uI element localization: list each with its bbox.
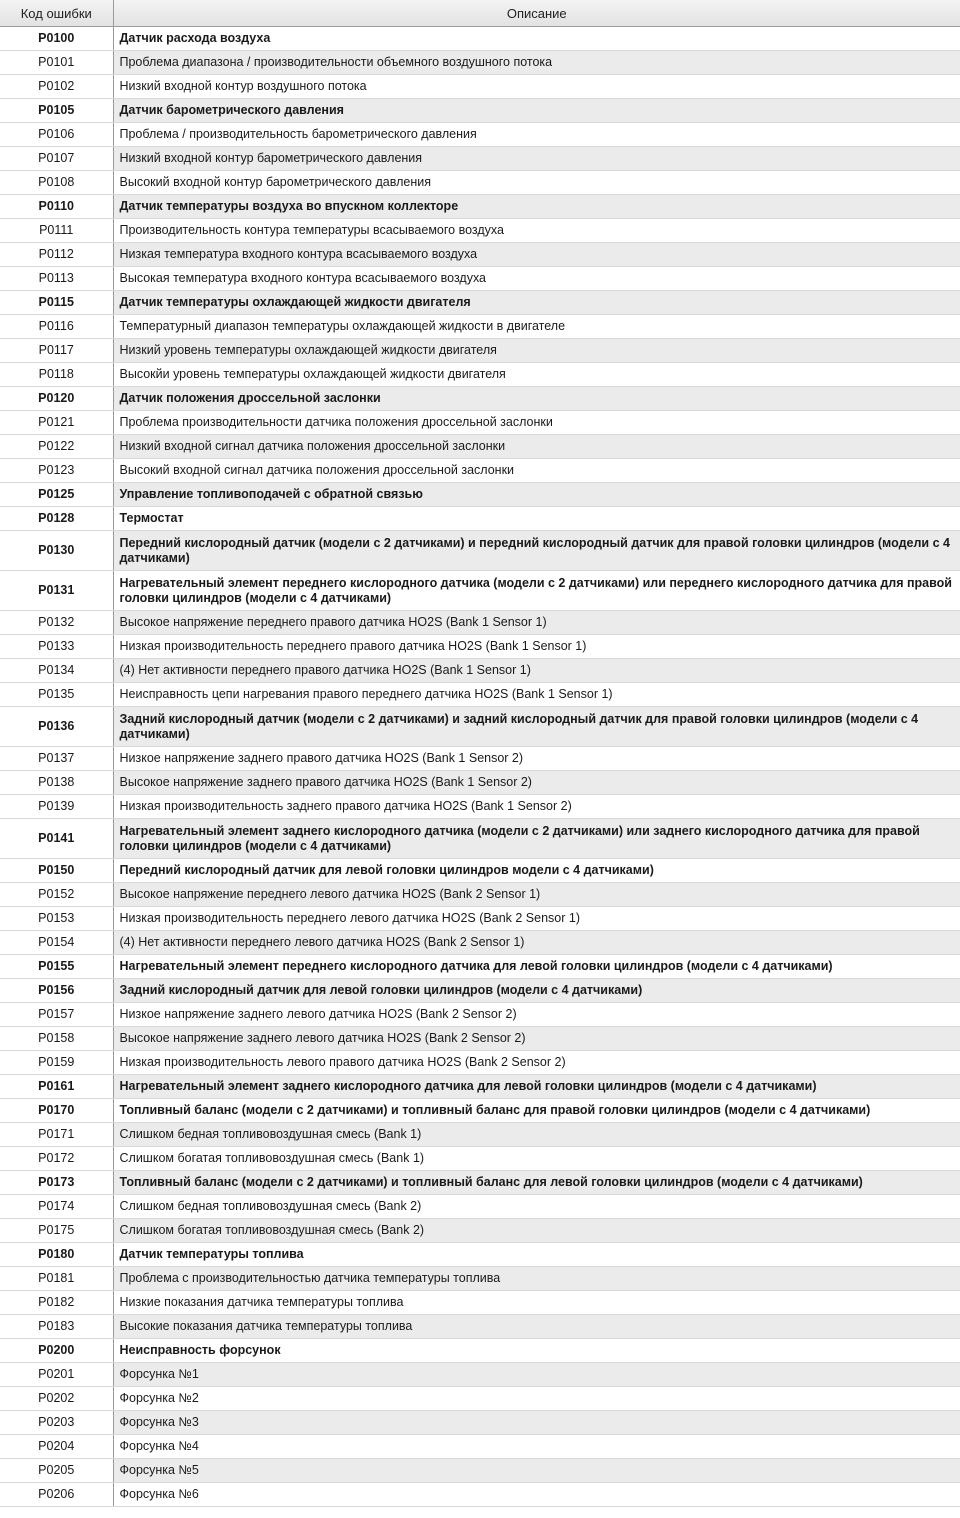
error-description-cell: Датчик положения дроссельной заслонки: [113, 387, 960, 411]
table-row: [0, 27, 960, 51]
table-row: [0, 1459, 960, 1483]
error-code-cell: P0100: [0, 27, 113, 51]
error-code-cell: P0175: [0, 1219, 113, 1243]
table-row: [0, 363, 960, 387]
column-header-description: Описание: [113, 0, 960, 27]
table-row: [0, 819, 960, 859]
table-row: [0, 483, 960, 507]
table-row: [0, 1099, 960, 1123]
table-row: [0, 1339, 960, 1363]
error-description-cell: Форсунка №2: [113, 1387, 960, 1411]
error-description-cell: Низкая температура входного контура всасываемого воздуха: [113, 243, 960, 267]
error-code-cell: P0202: [0, 1387, 113, 1411]
error-code-cell: P0141: [0, 819, 113, 859]
error-description-cell: Датчик расхода воздуха: [113, 27, 960, 51]
table-row: [0, 1003, 960, 1027]
error-code-cell: P0205: [0, 1459, 113, 1483]
error-code-cell: P0118: [0, 363, 113, 387]
error-description-cell: Высокое напряжение переднего правого датчика HO2S (Bank 1 Sensor 1): [113, 611, 960, 635]
error-description-cell: Неисправность форсунок: [113, 1339, 960, 1363]
table-row: [0, 459, 960, 483]
error-code-cell: P0137: [0, 747, 113, 771]
error-description-cell: Задний кислородный датчик для левой головки цилиндров (модели с 4 датчиками): [113, 979, 960, 1003]
table-row: [0, 571, 960, 611]
error-code-cell: P0172: [0, 1147, 113, 1171]
error-description-cell: Термостат: [113, 507, 960, 531]
error-description-cell: Высокое напряжение переднего левого датчика HO2S (Bank 2 Sensor 1): [113, 883, 960, 907]
table-row: [0, 1195, 960, 1219]
error-code-cell: P0106: [0, 123, 113, 147]
error-description-cell: Передний кислородный датчик (модели с 2 датчиками) и передний кислородный датчик для правой головки цилиндров (модели с 4 датчиками): [113, 531, 960, 571]
error-description-cell: Высокое напряжение заднего левого датчика HO2S (Bank 2 Sensor 2): [113, 1027, 960, 1051]
error-code-cell: P0170: [0, 1099, 113, 1123]
table-row: [0, 267, 960, 291]
table-body: [0, 27, 960, 1507]
table-row: [0, 315, 960, 339]
error-code-cell: P0130: [0, 531, 113, 571]
error-code-cell: P0206: [0, 1483, 113, 1507]
error-description-cell: Высокий входной контур барометрического давления: [113, 171, 960, 195]
error-code-cell: P0107: [0, 147, 113, 171]
error-code-cell: P0180: [0, 1243, 113, 1267]
table-row: [0, 171, 960, 195]
error-description-cell: Нагревательный элемент переднего кислородного датчика (модели с 2 датчиками) или переднего кислородного датчика для правой головки цилиндров (модели с 4 датчиками): [113, 571, 960, 611]
error-code-cell: P0105: [0, 99, 113, 123]
error-description-cell: Высокий входной сигнал датчика положения дроссельной заслонки: [113, 459, 960, 483]
error-code-cell: P0173: [0, 1171, 113, 1195]
error-description-cell: Низкая производительность переднего левого датчика HO2S (Bank 2 Sensor 1): [113, 907, 960, 931]
table-row: [0, 291, 960, 315]
error-code-cell: P0125: [0, 483, 113, 507]
table-row: [0, 1075, 960, 1099]
error-code-cell: P0131: [0, 571, 113, 611]
error-code-cell: P0133: [0, 635, 113, 659]
error-code-cell: P0174: [0, 1195, 113, 1219]
table-row: [0, 243, 960, 267]
table-row: [0, 507, 960, 531]
error-code-cell: P0153: [0, 907, 113, 931]
error-description-cell: Датчик температуры топлива: [113, 1243, 960, 1267]
table-row: [0, 411, 960, 435]
error-code-cell: P0128: [0, 507, 113, 531]
error-description-cell: Проблема с производительностью датчика температуры топлива: [113, 1267, 960, 1291]
error-code-cell: P0101: [0, 51, 113, 75]
error-code-cell: P0200: [0, 1339, 113, 1363]
error-code-cell: P0135: [0, 683, 113, 707]
table-row: [0, 1243, 960, 1267]
error-description-cell: Управление топливоподачей с обратной связью: [113, 483, 960, 507]
table-row: [0, 1171, 960, 1195]
error-description-cell: Низкий входной сигнал датчика положения дроссельной заслонки: [113, 435, 960, 459]
error-code-cell: P0102: [0, 75, 113, 99]
column-header-code: Код ошибки: [0, 0, 113, 27]
error-description-cell: Форсунка №6: [113, 1483, 960, 1507]
table-row: [0, 195, 960, 219]
error-code-cell: P0161: [0, 1075, 113, 1099]
error-code-cell: P0181: [0, 1267, 113, 1291]
error-description-cell: Низкая производительность переднего правого датчика HO2S (Bank 1 Sensor 1): [113, 635, 960, 659]
error-code-cell: P0203: [0, 1411, 113, 1435]
error-code-cell: P0171: [0, 1123, 113, 1147]
error-code-cell: P0158: [0, 1027, 113, 1051]
table-row: [0, 531, 960, 571]
table-header-row: [0, 0, 960, 27]
error-code-cell: P0113: [0, 267, 113, 291]
error-code-cell: P0139: [0, 795, 113, 819]
table-row: [0, 1411, 960, 1435]
table-row: [0, 883, 960, 907]
error-description-cell: Низкая производительность левого правого датчика HO2S (Bank 2 Sensor 2): [113, 1051, 960, 1075]
table-row: [0, 611, 960, 635]
table-row: [0, 907, 960, 931]
error-description-cell: Слишком богатая топливовоздушная смесь (Bank 2): [113, 1219, 960, 1243]
error-code-cell: P0117: [0, 339, 113, 363]
table-row: [0, 771, 960, 795]
error-description-cell: Слишком бедная топливовоздушная смесь (Bank 1): [113, 1123, 960, 1147]
table-row: [0, 683, 960, 707]
error-description-cell: Высокое напряжение заднего правого датчика HO2S (Bank 1 Sensor 2): [113, 771, 960, 795]
table-row: [0, 859, 960, 883]
error-description-cell: Задний кислородный датчик (модели с 2 датчиками) и задний кислородный датчик для правой головки цилиндров (модели с 4 датчиками): [113, 707, 960, 747]
error-description-cell: (4) Нет активности переднего правого датчика HO2S (Bank 1 Sensor 1): [113, 659, 960, 683]
table-row: [0, 1363, 960, 1387]
table-row: [0, 1219, 960, 1243]
error-description-cell: Нагревательный элемент переднего кислородного датчика для левой головки цилиндров (модели с 4 датчиками): [113, 955, 960, 979]
error-description-cell: Форсунка №3: [113, 1411, 960, 1435]
error-code-cell: P0120: [0, 387, 113, 411]
table-row: [0, 123, 960, 147]
table-row: [0, 707, 960, 747]
table-row: [0, 339, 960, 363]
error-code-cell: P0138: [0, 771, 113, 795]
table-row: [0, 1291, 960, 1315]
error-code-cell: P0116: [0, 315, 113, 339]
table-row: [0, 1435, 960, 1459]
table-row: [0, 1027, 960, 1051]
table-row: [0, 99, 960, 123]
error-code-cell: P0121: [0, 411, 113, 435]
error-code-cell: P0154: [0, 931, 113, 955]
error-code-cell: P0111: [0, 219, 113, 243]
table-row: [0, 219, 960, 243]
error-code-cell: P0123: [0, 459, 113, 483]
error-code-cell: P0157: [0, 1003, 113, 1027]
table-row: [0, 75, 960, 99]
table-row: [0, 979, 960, 1003]
error-description-cell: Высокйи уровень температуры охлаждающей жидкости двигателя: [113, 363, 960, 387]
error-code-cell: P0122: [0, 435, 113, 459]
error-description-cell: Низкое напряжение заднего правого датчика HO2S (Bank 1 Sensor 2): [113, 747, 960, 771]
table-row: [0, 1051, 960, 1075]
error-description-cell: Низкий входной контур воздушного потока: [113, 75, 960, 99]
error-description-cell: Форсунка №1: [113, 1363, 960, 1387]
error-code-cell: P0132: [0, 611, 113, 635]
error-code-cell: P0110: [0, 195, 113, 219]
error-description-cell: Слишком бедная топливовоздушная смесь (Bank 2): [113, 1195, 960, 1219]
error-description-cell: Топливный баланс (модели с 2 датчиками) и топливный баланс для правой головки цилиндров (модели с 4 датчиками): [113, 1099, 960, 1123]
error-code-cell: P0136: [0, 707, 113, 747]
error-code-cell: P0182: [0, 1291, 113, 1315]
error-description-cell: Проблема диапазона / производительности объемного воздушного потока: [113, 51, 960, 75]
error-code-cell: P0115: [0, 291, 113, 315]
error-code-cell: P0155: [0, 955, 113, 979]
error-description-cell: Высокая температура входного контура всасываемого воздуха: [113, 267, 960, 291]
error-description-cell: Высокие показания датчика температуры топлива: [113, 1315, 960, 1339]
error-description-cell: Низкий уровень температуры охлаждающей жидкости двигателя: [113, 339, 960, 363]
error-description-cell: Низкое напряжение заднего левого датчика HO2S (Bank 2 Sensor 2): [113, 1003, 960, 1027]
error-description-cell: Датчик температуры охлаждающей жидкости двигателя: [113, 291, 960, 315]
error-description-cell: Нагревательный элемент заднего кислородного датчика (модели с 2 датчиками) или заднего кислородного датчика для правой головки цилиндров (модели с 4 датчиками): [113, 819, 960, 859]
error-code-cell: P0150: [0, 859, 113, 883]
error-code-cell: P0204: [0, 1435, 113, 1459]
error-code-cell: P0112: [0, 243, 113, 267]
table-row: [0, 51, 960, 75]
table-row: [0, 1315, 960, 1339]
error-code-cell: P0152: [0, 883, 113, 907]
error-description-cell: Форсунка №5: [113, 1459, 960, 1483]
error-description-cell: Топливный баланс (модели с 2 датчиками) и топливный баланс для левой головки цилиндров (модели с 4 датчиками): [113, 1171, 960, 1195]
error-description-cell: Температурный диапазон температуры охлаждающей жидкости в двигателе: [113, 315, 960, 339]
table-row: [0, 387, 960, 411]
error-description-cell: Неисправность цепи нагревания правого переднего датчика HO2S (Bank 1 Sensor 1): [113, 683, 960, 707]
error-description-cell: Датчик температуры воздуха во впускном коллекторе: [113, 195, 960, 219]
error-code-cell: P0159: [0, 1051, 113, 1075]
table-row: [0, 1267, 960, 1291]
table-row: [0, 931, 960, 955]
error-description-cell: Датчик барометрического давления: [113, 99, 960, 123]
error-description-cell: Форсунка №4: [113, 1435, 960, 1459]
error-description-cell: Низкие показания датчика температуры топлива: [113, 1291, 960, 1315]
error-code-cell: P0183: [0, 1315, 113, 1339]
error-description-cell: Нагревательный элемент заднего кислородного датчика для левой головки цилиндров (модели с 4 датчиками): [113, 1075, 960, 1099]
table-row: [0, 1123, 960, 1147]
table-row: [0, 747, 960, 771]
error-description-cell: Проблема производительности датчика положения дроссельной заслонки: [113, 411, 960, 435]
error-description-cell: Слишком богатая топливовоздушная смесь (Bank 1): [113, 1147, 960, 1171]
table-row: [0, 795, 960, 819]
error-description-cell: Производительность контура температуры всасываемого воздуха: [113, 219, 960, 243]
table-row: [0, 955, 960, 979]
error-description-cell: Проблема / производительность барометрического давления: [113, 123, 960, 147]
table-row: [0, 435, 960, 459]
table-row: [0, 659, 960, 683]
table-row: [0, 147, 960, 171]
error-code-cell: P0108: [0, 171, 113, 195]
table-row: [0, 1147, 960, 1171]
error-code-cell: P0134: [0, 659, 113, 683]
error-description-cell: Низкий входной контур барометрического давления: [113, 147, 960, 171]
error-description-cell: Низкая производительность заднего правого датчика HO2S (Bank 1 Sensor 2): [113, 795, 960, 819]
error-code-cell: P0156: [0, 979, 113, 1003]
error-description-cell: (4) Нет активности переднего левого датчика HO2S (Bank 2 Sensor 1): [113, 931, 960, 955]
error-description-cell: Передний кислородный датчик для левой головки цилиндров модели с 4 датчиками): [113, 859, 960, 883]
table-row: [0, 1483, 960, 1507]
table-row: [0, 1387, 960, 1411]
error-code-cell: P0201: [0, 1363, 113, 1387]
table-row: [0, 635, 960, 659]
